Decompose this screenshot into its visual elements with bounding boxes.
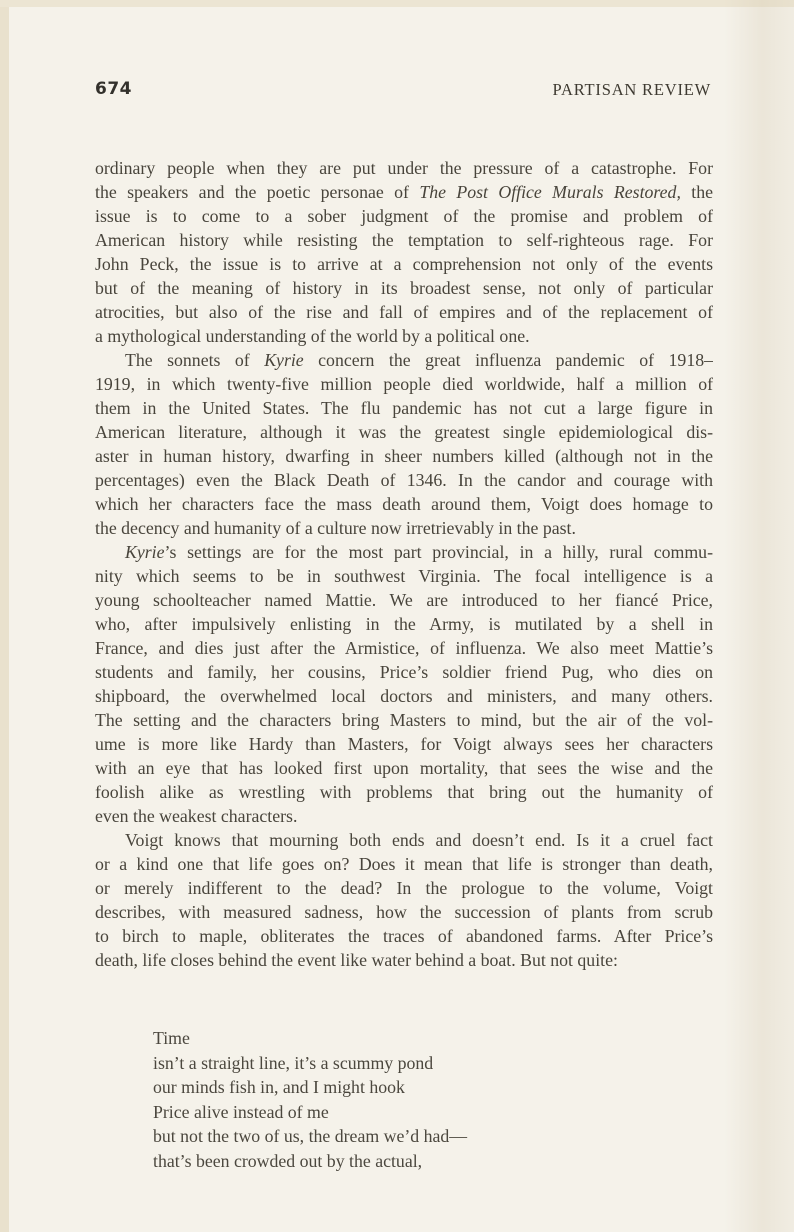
body-line bbox=[95, 396, 713, 420]
text-run: a mythological understanding of the world by a political one. bbox=[95, 326, 530, 346]
page-edge-right-shadow bbox=[724, 0, 794, 1232]
journal-title: PARTISAN REVIEW bbox=[552, 80, 711, 99]
body-line bbox=[95, 492, 713, 516]
poem-line: Time bbox=[153, 1028, 190, 1048]
poem-line: that’s been crowded out by the actual, bbox=[153, 1150, 423, 1171]
body-line bbox=[95, 516, 713, 540]
body-line bbox=[95, 924, 713, 948]
text-run: ordinary people when they are put under the pressure of a catastrophe. For bbox=[95, 158, 713, 178]
text-run: death, life closes behind the event like water behind a boat. But not quite: bbox=[95, 950, 618, 970]
body-line bbox=[95, 636, 713, 660]
text-run: nity which seems to be in southwest Virginia. The focal intelligence is a bbox=[95, 566, 713, 586]
text-run: with an eye that has looked first upon mortality, that sees the wise and the bbox=[95, 758, 713, 778]
body-line bbox=[95, 540, 713, 564]
text-run: or a kind one that life goes on? Does it mean that life is stronger than death, bbox=[95, 854, 713, 874]
body-line bbox=[95, 732, 713, 756]
text-run: John Peck, the issue is to arrive at a comprehension not only of the events bbox=[95, 254, 713, 274]
body-line bbox=[95, 252, 713, 276]
body-line bbox=[95, 564, 713, 588]
text-run: ’s settings are for the most part provincial, in a hilly, rural commu- bbox=[164, 542, 713, 562]
text-run: American literature, although it was the greatest single epidemiological dis- bbox=[95, 422, 713, 442]
body-line bbox=[95, 852, 713, 876]
body-line bbox=[95, 756, 713, 780]
poem-line: Price alive instead of me bbox=[153, 1101, 329, 1122]
text-run: but of the meaning of history in its broadest sense, not only of particular bbox=[95, 278, 713, 298]
body-line bbox=[95, 228, 713, 252]
text-run: foolish alike as wrestling with problems that bring out the humanity of bbox=[95, 782, 713, 802]
paragraph bbox=[95, 828, 713, 972]
body-line bbox=[95, 180, 713, 204]
text-run: American history while resisting the temptation to self-righteous rage. For bbox=[95, 230, 713, 250]
body-line bbox=[95, 780, 713, 804]
page-number: 674 bbox=[95, 79, 132, 99]
body-line bbox=[95, 708, 713, 732]
body-line bbox=[95, 300, 713, 324]
body-line bbox=[95, 612, 713, 636]
paragraph bbox=[95, 156, 713, 348]
text-run: to birch to maple, obliterates the traces of abandoned farms. After Price’s bbox=[95, 926, 713, 946]
text-run: them in the United States. The flu pandemic has not cut a large figure in bbox=[95, 398, 713, 418]
text-run: Voigt knows that mourning both ends and doesn’t end. Is it a cruel fact bbox=[125, 830, 713, 850]
italic-text-run: The Post Office Murals Restored, bbox=[419, 182, 681, 202]
body-line bbox=[95, 684, 713, 708]
page-header bbox=[95, 79, 713, 103]
text-run: describes, with measured sadness, how the succession of plants from scrub bbox=[95, 902, 713, 922]
poem-line: but not the two of us, the dream we’d had— bbox=[153, 1126, 468, 1146]
poem-line: isn’t a straight line, it’s a scummy pond bbox=[153, 1052, 434, 1073]
italic-text-run: Kyrie bbox=[125, 542, 165, 562]
body-line bbox=[95, 420, 713, 444]
text-run: or merely indifferent to the dead? In the prologue to the volume, Voigt bbox=[95, 878, 713, 898]
body-line bbox=[95, 828, 713, 852]
text-run: percentages) even the Black Death of 1346. In the candor and courage with bbox=[95, 470, 713, 490]
text-run: who, after impulsively enlisting in the Army, is mutilated by a shell in bbox=[95, 614, 713, 634]
text-run: atrocities, but also of the rise and fall of empires and of the replacement of bbox=[95, 302, 713, 322]
body-line bbox=[95, 444, 713, 468]
page-edge-top bbox=[0, 0, 794, 7]
body-line bbox=[95, 204, 713, 228]
text-run: students and family, her cousins, Price’s soldier friend Pug, who dies on bbox=[95, 662, 713, 682]
text-run: even the weakest characters. bbox=[95, 806, 298, 826]
body-line bbox=[95, 948, 713, 972]
paragraph bbox=[95, 348, 713, 540]
body-line bbox=[95, 588, 713, 612]
poem-line: our minds fish in, and I might hook bbox=[153, 1077, 405, 1097]
body-line bbox=[95, 660, 713, 684]
paragraph bbox=[95, 540, 713, 828]
text-run: 1919, in which twenty-five million people died worldwide, half a million of bbox=[95, 374, 713, 394]
text-run: the decency and humanity of a culture now irretrievably in the past. bbox=[95, 518, 576, 538]
poem-excerpt bbox=[153, 1026, 633, 1173]
text-run: aster in human history, dwarfing in sheer numbers killed (although not in the bbox=[95, 446, 713, 466]
body-line bbox=[95, 372, 713, 396]
body-line bbox=[95, 900, 713, 924]
text-run: The setting and the characters bring Masters to mind, but the air of the vol- bbox=[95, 710, 713, 730]
italic-text-run: Kyrie bbox=[264, 350, 304, 370]
text-run: The sonnets of bbox=[125, 350, 265, 370]
body-line bbox=[95, 876, 713, 900]
body-line bbox=[95, 324, 713, 348]
text-run: the bbox=[680, 182, 713, 202]
body-line bbox=[95, 468, 713, 492]
text-run: which her characters face the mass death around them, Voigt does homage to bbox=[95, 494, 713, 514]
text-run: issue is to come to a sober judgment of the promise and problem of bbox=[95, 206, 713, 226]
text-run: the speakers and the poetic personae of bbox=[95, 182, 420, 202]
text-run: France, and dies just after the Armistice, of influenza. We also meet Mattie’s bbox=[95, 638, 713, 658]
body-line bbox=[95, 156, 713, 180]
text-run: young schoolteacher named Mattie. We are introduced to her fiancé Price, bbox=[95, 590, 713, 610]
text-run: shipboard, the overwhelmed local doctors and ministers, and many others. bbox=[95, 686, 713, 706]
page-edge-left bbox=[0, 0, 9, 1232]
body-line bbox=[95, 804, 713, 828]
body-line bbox=[95, 276, 713, 300]
body-line bbox=[95, 348, 713, 372]
body-text bbox=[95, 156, 713, 972]
text-run: ume is more like Hardy than Masters, for Voigt always sees her characters bbox=[95, 734, 713, 754]
text-run: concern the great influenza pandemic of 1918– bbox=[303, 350, 713, 370]
